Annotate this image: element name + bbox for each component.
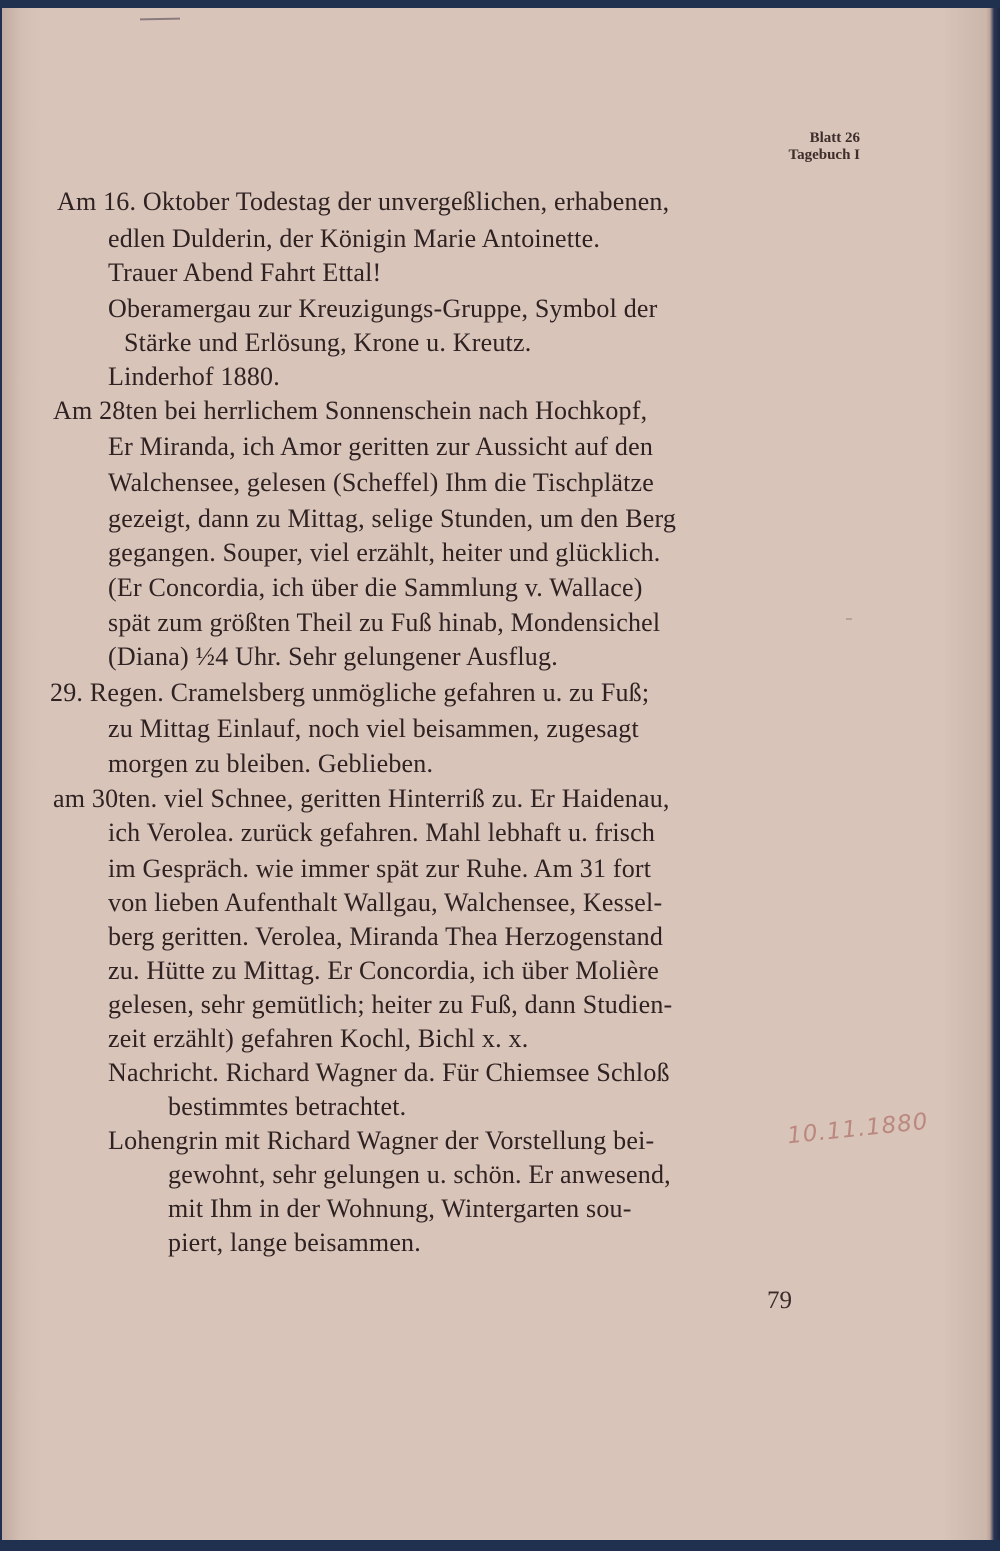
text-line: (Er Concordia, ich über die Sammlung v. Wallace): [108, 573, 643, 602]
text-line: von lieben Aufenthalt Wallgau, Walchensee, Kessel-: [108, 888, 663, 917]
text-line: edlen Dulderin, der Königin Marie Antoinette.: [108, 224, 601, 253]
text-line: im Gespräch. wie immer spät zur Ruhe. Am 31 fort: [108, 854, 652, 883]
text-line: Lohengrin mit Richard Wagner der Vorstellung bei-: [108, 1126, 655, 1155]
text-line: ich Verolea. zurück gefahren. Mahl lebhaft u. frisch: [108, 818, 656, 847]
text-line: Am 16. Oktober Todestag der unvergeßlichen, erhabenen,: [57, 187, 670, 216]
sheet-label: Blatt 26: [809, 130, 860, 146]
text-line: Nachricht. Richard Wagner da. Für Chiemsee Schloß: [108, 1058, 670, 1087]
text-line: (Diana) ½4 Uhr. Sehr gelungener Ausflug.: [108, 642, 558, 671]
text-line: gegangen. Souper, viel erzählt, heiter und glücklich.: [108, 538, 661, 567]
text-line: Er Miranda, ich Amor geritten zur Aussicht auf den: [108, 432, 654, 461]
text-line: zeit erzählt) gefahren Kochl, Bichl x. x.: [108, 1024, 529, 1053]
text-line: Linderhof 1880.: [108, 362, 280, 391]
text-line: piert, lange beisammen.: [168, 1228, 421, 1257]
text-line: Am 28ten bei herrlichem Sonnenschein nach Hochkopf,: [53, 396, 648, 425]
text-line: 29. Regen. Cramelsberg unmögliche gefahren u. zu Fuß;: [50, 678, 650, 707]
text-line: am 30ten. viel Schnee, geritten Hinterriß zu. Er Haidenau,: [53, 784, 670, 813]
text-line: gelesen, sehr gemütlich; heiter zu Fuß, dann Studien-: [108, 990, 673, 1019]
pencil-mark: [846, 618, 852, 620]
text-line: Oberamergau zur Kreuzigungs-Gruppe, Symbol der: [108, 294, 658, 323]
text-line: morgen zu bleiben. Geblieben.: [108, 749, 434, 778]
text-line: berg geritten. Verolea, Miranda Thea Herzogenstand: [108, 922, 664, 951]
text-line: zu Mittag Einlauf, noch viel beisammen, zugesagt: [108, 714, 639, 743]
text-line: Trauer Abend Fahrt Ettal!: [108, 258, 382, 287]
text-line: Walchensee, gelesen (Scheffel) Ihm die Tischplätze: [108, 468, 655, 497]
text-line: bestimmtes betrachtet.: [168, 1092, 407, 1121]
text-line: spät zum größten Theil zu Fuß hinab, Mondensichel: [108, 608, 661, 637]
pencil-date-annotation: 10.11.1880: [786, 1108, 930, 1150]
text-line: zu. Hütte zu Mittag. Er Concordia, ich über Molière: [108, 956, 659, 985]
text-line: Stärke und Erlösung, Krone u. Kreutz.: [124, 328, 532, 357]
diary-label: Tagebuch I: [788, 147, 860, 163]
text-line: gezeigt, dann zu Mittag, selige Stunden, um den Berg: [108, 504, 677, 533]
text-line: mit Ihm in der Wohnung, Wintergarten sou-: [168, 1194, 632, 1223]
text-line: gewohnt, sehr gelungen u. schön. Er anwesend,: [168, 1160, 671, 1189]
page-number: 79: [767, 1287, 792, 1314]
